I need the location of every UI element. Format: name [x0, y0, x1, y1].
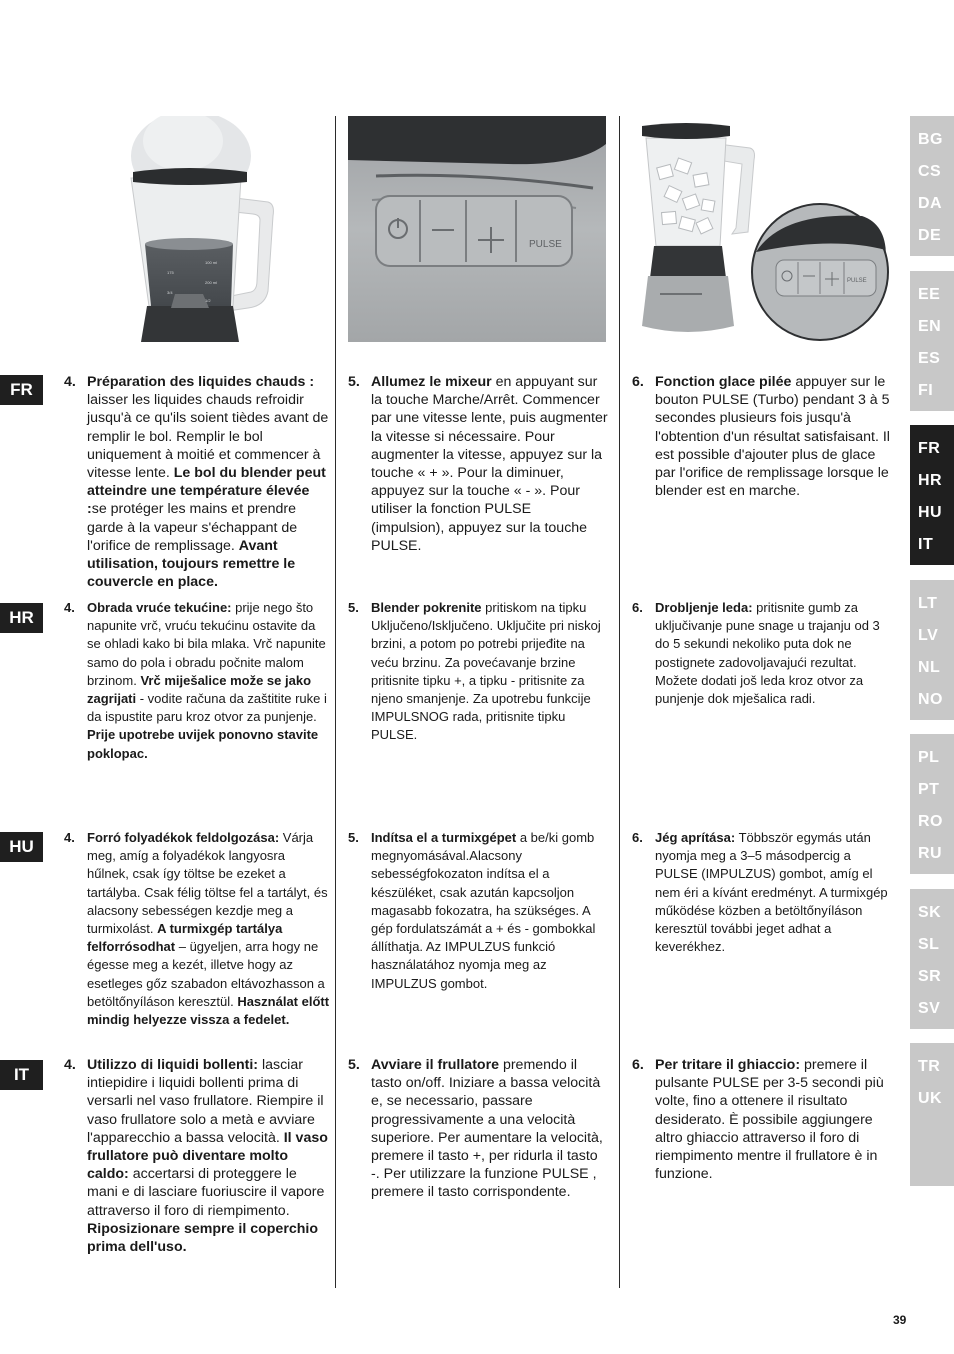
jar-mark-200: 200 ml	[205, 280, 218, 285]
step-text: - vodite računa da zaštitite ruke i da ispustite paru kroz otvor za punjenje.	[87, 691, 327, 725]
sidebar-item-lt[interactable]: LT	[918, 595, 938, 612]
step-note: Avant utilisation, toujours remettre le couvercle en place.	[87, 537, 296, 591]
ice-crush-illustration	[632, 116, 892, 342]
sidebar-item-sv[interactable]: SV	[918, 1000, 941, 1017]
jar-mark-175: 175	[167, 270, 174, 275]
column-divider-left	[335, 116, 336, 1288]
language-tag-hu: HU	[0, 832, 43, 862]
step-text: lasciar intiepidire i liquidi bollenti prima di versarli nel vaso frullatore. Riempire il vaso frullatore solo a metà e avviare l'apparecchio a bassa velocità.	[87, 1057, 324, 1146]
sidebar-item-uk[interactable]: UK	[918, 1090, 943, 1107]
sidebar-item-sl[interactable]: SL	[918, 936, 940, 953]
language-tag-hr: HR	[0, 603, 43, 633]
step-heading: Forró folyadékok feldolgozása:	[87, 830, 280, 845]
step-number: 4.	[64, 374, 76, 390]
step-number: 5.	[348, 830, 359, 845]
fr-step-5	[348, 373, 608, 555]
language-group-6	[910, 889, 954, 1029]
sidebar-item-pl[interactable]: PL	[918, 749, 940, 766]
sidebar-item-ee[interactable]: EE	[918, 286, 941, 303]
step-heading: Blender pokrenite	[371, 600, 482, 615]
sidebar-item-fr[interactable]: FR	[918, 440, 941, 457]
sidebar-item-bg[interactable]: BG	[918, 131, 943, 148]
step-note: Használat előtt mindig helyezze vissza a fedelet.	[87, 993, 330, 1028]
sidebar-item-hu[interactable]: HU	[918, 504, 943, 521]
sidebar-item-no[interactable]: NO	[918, 691, 943, 708]
sidebar-item-en[interactable]: EN	[918, 318, 942, 335]
sidebar-item-da[interactable]: DA	[918, 195, 943, 212]
language-group-2	[910, 271, 954, 411]
step-text: appuyer sur le bouton PULSE (Turbo) pendant 3 à 5 secondes plusieurs fois jusqu'à l'obtention d'un résultat satisfaisant. Il est possible d'ajouter plus de glace par l'orifice de remplissage lorsque le blender est en marche.	[655, 374, 890, 500]
step-number: 4.	[64, 1057, 76, 1073]
hu-step-5	[348, 829, 608, 993]
inset-pulse-label: PULSE	[847, 278, 867, 284]
hr-step-4	[64, 599, 330, 763]
fr-step-4	[64, 373, 330, 591]
step-heading: Obrada vruće tekućine:	[87, 600, 232, 615]
step-warning: Il vaso frullatore può diventare molto caldo:	[87, 1129, 328, 1183]
it-step-4	[64, 1056, 330, 1256]
jar-mark-1-2: 1/2	[205, 298, 211, 303]
step-text: Többször egymás után nyomja meg a 3–5 másodpercig a PULSE (IMPULZUS) gombot, amíg el nem éri a kívánt eredményt. A turmixgép működése közben a betöltőnyíláson keresztül további jeget adhat a keverékhez.	[655, 830, 888, 955]
step-heading: Utilizzo di liquidi bollenti:	[87, 1057, 259, 1073]
step-heading: Préparation des liquides chauds :	[87, 374, 315, 390]
sidebar-item-sk[interactable]: SK	[918, 904, 942, 921]
step-number: 5.	[348, 1057, 360, 1073]
step-heading: Avviare il frullatore	[371, 1057, 499, 1073]
step-warning: A turmixgép tartálya felforrósodhat	[87, 921, 283, 955]
step-heading: Drobljenje leda:	[655, 600, 753, 615]
step-text: laisser les liquides chauds refroidir jusqu'à ce qu'ils soient tièdes avant de remplir le bol. Remplir le bol uniquement à moitié et commencer à vitesse lente.	[87, 392, 329, 482]
step-text: pritisnite gumb za uključivanje pune snage u trajanju od 3 do 5 sekundi nekoliko puta dok ne postignete zadovoljavajući rezultat. Možete dodati još leda kroz otvor za punjenje dok mješalica radi.	[655, 600, 880, 707]
step-text: – ügyeljen, arra hogy ne égesse meg a kezét, illetve hogy az esetleges gőz szabadon eltávozhasson a betöltőnyíláson keresztül.	[87, 939, 325, 1009]
sidebar-item-de[interactable]: DE	[918, 227, 942, 244]
step-note: Prije upotrebe uvijek ponovno stavite poklopac.	[87, 727, 319, 761]
hr-step-5	[348, 599, 608, 745]
sidebar-item-fi[interactable]: FI	[918, 382, 934, 399]
sidebar-item-pt[interactable]: PT	[918, 781, 940, 798]
step-heading: Jég aprítása:	[655, 830, 736, 845]
step-number: 4.	[64, 830, 75, 845]
hu-step-6	[632, 829, 894, 956]
step-text: se protéger les mains et prendre garde à la vapeur s'échappant de l'orifice de remplissage.	[87, 501, 298, 554]
hu-step-4	[64, 829, 330, 1029]
it-step-5	[348, 1056, 608, 1202]
step-warning: Vrč miješalice može se jako zagrijati	[87, 672, 312, 707]
step-heading: Per tritare il ghiaccio:	[655, 1057, 801, 1073]
step-number: 5.	[348, 374, 360, 390]
step-text: accertarsi di proteggere le mani e di lasciare fuoriuscire il vapore attraverso il foro di riempimento.	[87, 1166, 325, 1219]
language-group-5	[910, 734, 954, 874]
panel-pulse-label: PULSE	[529, 239, 562, 250]
sidebar-item-hr[interactable]: HR	[918, 472, 943, 489]
step-heading: Allumez le mixeur	[371, 374, 492, 390]
jar-mark-100: 100 ml	[205, 260, 218, 265]
language-tag-it: IT	[0, 1060, 43, 1090]
language-group-3-active	[910, 425, 954, 565]
step-text: prije nego što napunite vrč, vruću tekućinu ostavite da se ohladi kako bi bila mlaka. Vrč napunite samo do pola i obradu počnite malom brzinom.	[87, 600, 326, 688]
step-text: premere il pulsante PULSE per 3-5 secondi più volte, fino a ottenere il risultato desiderato. È possibile aggiungere altro ghiaccio attraverso il foro di riempimento mentre il frullatore è in funzione.	[655, 1057, 884, 1183]
step-text: a be/ki gomb megnyomásával.Alacsony sebességfokozaton indítsa el a készüléket, csak azután kapcsoljon magasabb fokozatra, ha szükséges. A gép fordulatszámát a + és - gombokkal állíthatja. Az IMPULZUS funkció használatához nyomja meg az IMPULZUS gombot.	[371, 830, 596, 991]
sidebar-item-ro[interactable]: RO	[918, 813, 943, 830]
language-group-1	[910, 116, 954, 256]
sidebar-item-lv[interactable]: LV	[918, 627, 939, 644]
language-group-4	[910, 580, 954, 720]
step-number: 4.	[64, 600, 75, 615]
control-panel-illustration	[348, 116, 606, 342]
sidebar-item-ru[interactable]: RU	[918, 845, 943, 862]
step-number: 5.	[348, 600, 359, 615]
sidebar-item-cs[interactable]: CS	[918, 163, 942, 180]
sidebar-item-es[interactable]: ES	[918, 350, 941, 367]
step-number: 6.	[632, 1057, 644, 1073]
step-note: Riposizionare sempre il coperchio prima dell'uso.	[87, 1220, 319, 1256]
step-text: Várja meg, amíg a folyadékok langyosra hűlnek, csak így töltse be ezeket a tartályba. Csak félig töltse fel a tartályt, és alacsony sebességen kezdje meg a turmixolást.	[87, 830, 328, 937]
it-step-6	[632, 1056, 894, 1183]
step-text: premendo il tasto on/off. Iniziare a bassa velocità e, se necessario, passare progressivamente a una velocità superiore. Per aumentare la velocità, premere il tasto +, per ridurla il tasto -. Per utilizzare la funzione PULSE , premere il tasto corrispondente.	[371, 1057, 603, 1201]
fr-step-6	[632, 373, 894, 500]
sidebar-item-tr[interactable]: TR	[918, 1058, 941, 1075]
language-group-7	[910, 1043, 954, 1186]
sidebar-item-it[interactable]: IT	[918, 536, 934, 553]
step-heading: Fonction glace pilée	[655, 374, 792, 390]
sidebar-item-sr[interactable]: SR	[918, 968, 942, 985]
step-number: 6.	[632, 600, 643, 615]
step-number: 6.	[632, 830, 643, 845]
column-divider-right	[619, 116, 620, 1288]
step-text: pritiskom na tipku Uključeno/Isključeno. Uključite pri niskoj brzini, a potom po potrebi prijeđite na veću brzinu. Za povećavanje brzine pritisnite tipku +, a tipku - pritisnite za njeno smanjenje. Za upotrebu funkcije IMPULSNOG rada, pritisnite tipku PULSE.	[371, 600, 601, 743]
step-warning: Le bol du blender peut atteindre une température élevée :	[87, 465, 326, 518]
hr-step-6	[632, 599, 894, 708]
step-heading: Indítsa el a turmixgépet	[371, 830, 517, 845]
hot-liquid-jar-illustration	[63, 116, 325, 342]
step-text: en appuyant sur la touche Marche/Arrêt. Commencer par une vitesse lente, puis augmenter la vitesse si nécessaire. Pour augmenter la vitesse, appuyez sur la touche « + ». Pour la diminuer, appuyez sur la touche « - ». Pour utiliser la fonction PULSE (impulsion), appuyez sur la touche PULSE.	[371, 374, 608, 554]
jar-mark-3-4: 3/4	[167, 290, 173, 295]
sidebar-item-nl[interactable]: NL	[918, 659, 941, 676]
language-tag-fr: FR	[0, 375, 43, 405]
page-number: 39	[893, 1313, 907, 1327]
step-number: 6.	[632, 374, 644, 390]
